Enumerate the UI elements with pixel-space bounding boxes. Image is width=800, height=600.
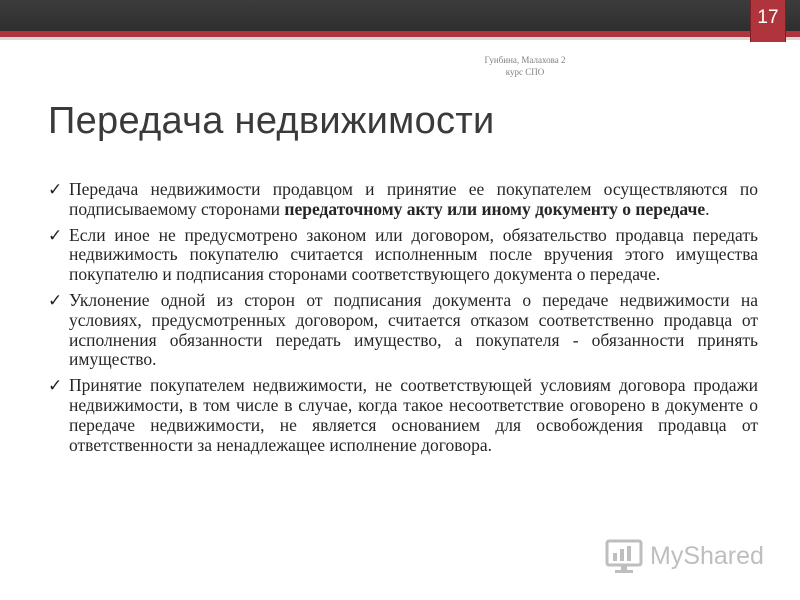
bullet-text-end: .	[705, 198, 710, 219]
checkmark-icon: ✓	[48, 225, 63, 245]
checkmark-icon: ✓	[48, 376, 63, 396]
top-bar	[0, 0, 800, 31]
bullet-item	[48, 226, 758, 285]
bullet-item	[48, 180, 758, 220]
checkmark-icon: ✓	[48, 290, 63, 310]
divider-stripe	[0, 37, 800, 40]
bullet-list	[48, 180, 758, 461]
bullet-text: Если иное не предусмотрено законом или договором, обязательство продавца передать недвижимость покупателю считается исполненным после вручения этого имущества покупателю и подписания сторонами соответствующего документа о передаче.	[69, 224, 758, 285]
author-note-line1: Гунбина, Малахова 2	[484, 55, 566, 65]
watermark	[604, 536, 764, 576]
bullet-text: Передача недвижимости продавцом и принятие ее покупателем осуществляются по подписываемому сторонами	[69, 179, 758, 219]
page-number-badge: 17	[750, 0, 786, 42]
watermark-text: MyShared	[650, 541, 764, 570]
checkmark-icon: ✓	[48, 180, 63, 199]
author-note-line2: курс СПО	[505, 67, 545, 77]
bullet-text: Уклонение одной из сторон от подписания документа о передаче недвижимости на условиях, предусмотренных договором, считается отказом соответственно продавца от исполнения обязанности передать имущество, а покупателя - обязанности принять имущество.	[69, 289, 758, 370]
bullet-bold-text: передаточному акту или иному документу о передаче	[284, 198, 706, 219]
slide-title: Передача недвижимости	[48, 100, 495, 142]
bullet-item	[48, 291, 758, 370]
bullet-text: Принятие покупателем недвижимости, не соответствующей условиям договора продажи недвижимости, в том числе в случае, когда такое несоответствие оговорено в документе о передаче недвижимости, не является основанием для освобождения продавца от ответственности за ненадлежащее исполнение договора.	[69, 375, 758, 455]
myshared-logo-icon	[604, 538, 644, 574]
author-note	[470, 54, 580, 78]
bullet-item	[48, 376, 758, 455]
